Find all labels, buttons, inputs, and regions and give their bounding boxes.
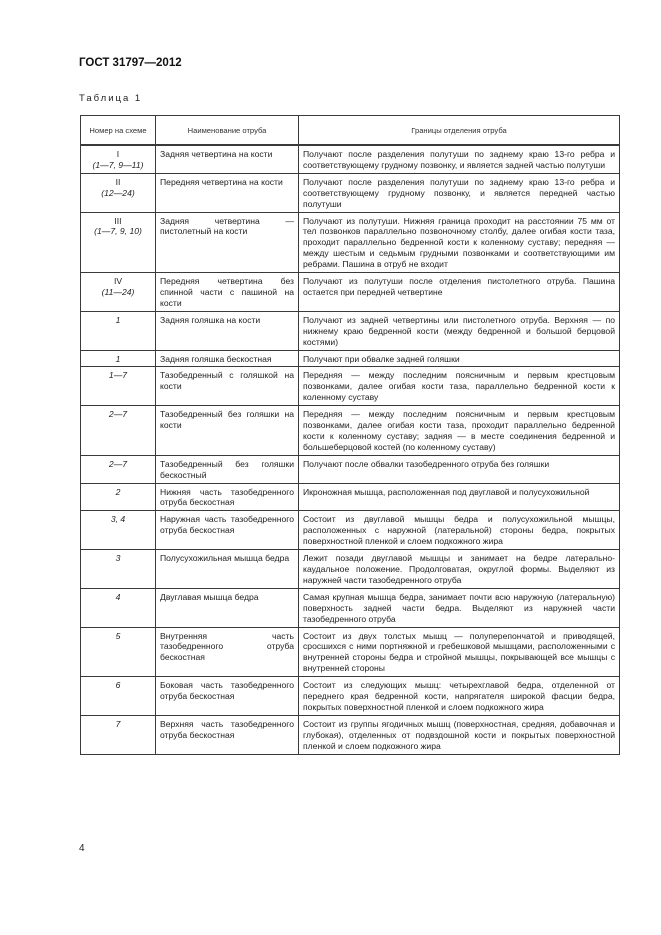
cell-boundary-description: Икроножная мышца, расположенная под двуглавой и полусухожильной <box>299 483 620 511</box>
table-caption: Таблица 1 <box>79 93 143 104</box>
cell-scheme-ref: 1 <box>115 314 121 325</box>
cell-cut-name: Тазобедренный без голяшки на кости <box>156 406 299 456</box>
cell-roman-number: IV <box>113 276 123 287</box>
cell-cut-name: Задняя четвертина на кости <box>156 145 299 173</box>
cell-scheme-ref: (1—7, 9—11) <box>92 159 144 170</box>
cell-scheme-number <box>81 677 156 716</box>
cell-cut-name: Тазобедренный без голяшки бескостный <box>156 455 299 483</box>
cell-scheme-ref: 2 <box>115 486 121 497</box>
cuts-table <box>80 115 620 755</box>
cell-scheme-ref: 4 <box>115 591 121 602</box>
table-row <box>81 273 620 312</box>
table-row <box>81 367 620 406</box>
cell-scheme-number <box>81 483 156 511</box>
cell-cut-name: Передняя четвертина без спинной части с пашиной на кости <box>156 273 299 312</box>
cell-scheme-ref: (11—24) <box>101 286 135 297</box>
cell-roman-number: II <box>115 176 121 187</box>
cell-scheme-number <box>81 212 156 273</box>
cell-boundary-description: Получают из полутуши. Нижняя граница проходит на расстоянии 75 мм от тел позвонков параллельно позвоночному столбу, далее огибая кости таза, проходит параллельно бедренной кости к коленному суставу; передняя — между шестым и седьмым грудными позвонками и соответствующими им ребрами. Пашина в отруб не входит <box>299 212 620 273</box>
table-row <box>81 550 620 589</box>
cell-scheme-number <box>81 627 156 677</box>
cell-boundary-description: Состоит из двух толстых мышц — полуперепончатой и приводящей, сросшихся с ними портняжной и гребешковой мышцами, расположенными с внутренней стороны бедра и стройной мышцы, покрывающей все мышцы с внутренней стороны <box>299 627 620 677</box>
cell-boundary-description: Получают из задней четвертины или пистолетного отруба. Верхняя — по нижнему краю бедренной кости (между бедренной и большой берцовой костями) <box>299 311 620 350</box>
table-row <box>81 173 620 212</box>
document-standard-title: ГОСТ 31797—2012 <box>79 57 182 69</box>
table-row <box>81 715 620 754</box>
cell-boundary-description: Получают при обвалке задней голяшки <box>299 350 620 367</box>
cell-scheme-ref: 3 <box>115 553 121 564</box>
cell-scheme-ref: 2—7 <box>108 409 128 420</box>
cell-cut-name: Внутренняя часть тазобедренного отруба бескостная <box>156 627 299 677</box>
cell-scheme-ref: 2—7 <box>108 458 128 469</box>
table-row <box>81 455 620 483</box>
cell-scheme-ref: 1 <box>115 353 121 364</box>
table-row <box>81 350 620 367</box>
header-number: Номер на схеме <box>81 116 156 146</box>
cell-scheme-number <box>81 715 156 754</box>
cell-cut-name: Задняя голяшка на кости <box>156 311 299 350</box>
cell-roman-number: I <box>116 149 120 159</box>
cell-boundary-description: Получают из полутуши после отделения пистолетного отруба. Пашина остается при передней четвертине <box>299 273 620 312</box>
header-name: Наименование отруба <box>156 116 299 146</box>
cell-scheme-number <box>81 145 156 173</box>
table-row <box>81 311 620 350</box>
page-number: 4 <box>79 843 85 854</box>
header-boundaries: Границы отделения отруба <box>299 116 620 146</box>
table-row <box>81 511 620 550</box>
cell-cut-name: Боковая часть тазобедренного отруба бескостная <box>156 677 299 716</box>
table-row <box>81 406 620 456</box>
cell-boundary-description: Лежит позади двуглавой мышцы и занимает на бедре латерально-каудальное положение. Продолговатая, округлой формы. Выделяют из наружней части тазобедренного отруба <box>299 550 620 589</box>
table-row <box>81 627 620 677</box>
table-row <box>81 677 620 716</box>
cell-scheme-ref: 1—7 <box>108 370 128 381</box>
cell-scheme-number <box>81 311 156 350</box>
cell-boundary-description: Получают после разделения полутуши по заднему краю 13-го ребра и соответствующему грудному позвонку, и является передней частью полутуши <box>299 173 620 212</box>
cell-scheme-ref: 6 <box>115 680 121 691</box>
cell-cut-name: Тазобедренный с голяшкой на кости <box>156 367 299 406</box>
cell-cut-name: Задняя голяшка бескостная <box>156 350 299 367</box>
cell-boundary-description: Самая крупная мышца бедра, занимает почти всю наружную (латеральную) поверхность задней части бедра. Выделяют из наружней части тазобедренного отруба <box>299 588 620 627</box>
table-header-row <box>81 116 620 146</box>
cell-scheme-number <box>81 273 156 312</box>
cell-scheme-number <box>81 511 156 550</box>
cell-boundary-description: Получают после разделения полутуши по заднему краю 13-го ребра и соответствующему грудному позвонку, и является задней частью полутуши <box>299 145 620 173</box>
cell-scheme-ref: 3, 4 <box>110 514 126 525</box>
cell-scheme-ref: 7 <box>115 718 121 729</box>
cell-scheme-number <box>81 350 156 367</box>
cell-boundary-description: Передняя — между последним поясничным и первым крестцовым позвонками, далее огибая кости таза, проходит параллельно бедренной кости к коленному суставу; задняя — в месте соединения бедренной и большеберцовой костей (по коленному суставу) <box>299 406 620 456</box>
cell-cut-name: Верхняя часть тазобедренного отруба бескостная <box>156 715 299 754</box>
cell-cut-name: Двуглавая мышца бедра <box>156 588 299 627</box>
cell-cut-name: Наружная часть тазобедренного отруба бескостная <box>156 511 299 550</box>
cell-scheme-number <box>81 173 156 212</box>
cell-scheme-ref: (12—24) <box>101 187 135 198</box>
cell-scheme-number <box>81 406 156 456</box>
table-row <box>81 588 620 627</box>
cell-boundary-description: Состоит из следующих мышц: четырехглавой бедра, отделенной от переднего края бедренной кости, напрягателя широкой фасции бедра, покрытых поверхностной пленкой и слоем подкожного жира <box>299 677 620 716</box>
cell-cut-name: Передняя четвертина на кости <box>156 173 299 212</box>
cell-scheme-ref: (1—7, 9, 10) <box>94 226 142 237</box>
table-row <box>81 212 620 273</box>
cell-scheme-number <box>81 588 156 627</box>
cell-boundary-description: Получают после обвалки тазобедренного отруба без голяшки <box>299 455 620 483</box>
cell-cut-name: Полусухожильная мышца бедра <box>156 550 299 589</box>
cell-scheme-ref: 5 <box>115 630 121 641</box>
cell-cut-name: Задняя четвертина — пистолетный на кости <box>156 212 299 273</box>
cell-cut-name: Нижняя часть тазобедренного отруба бескостная <box>156 483 299 511</box>
table-row <box>81 145 620 173</box>
cell-scheme-number <box>81 550 156 589</box>
cell-scheme-number <box>81 367 156 406</box>
table-row <box>81 483 620 511</box>
cell-boundary-description: Передняя — между последним поясничным и первым крестцовым позвонками, далее огибая кости таза, параллельно бедренной кости к коленному суставу <box>299 367 620 406</box>
cell-roman-number: III <box>114 215 122 226</box>
cell-boundary-description: Состоит из группы ягодичных мышц (поверхностная, средняя, добавочная и глубокая), отделенных от подвздошной кости и покрытых поверхностной пленкой и слоем подкожного жира <box>299 715 620 754</box>
cell-boundary-description: Состоит из двуглавой мышцы бедра и полусухожильной мышцы, расположенных с наружной (латеральной) стороны бедра, покрытых поверхностной пленкой и слоем подкожного жира <box>299 511 620 550</box>
cell-scheme-number <box>81 455 156 483</box>
